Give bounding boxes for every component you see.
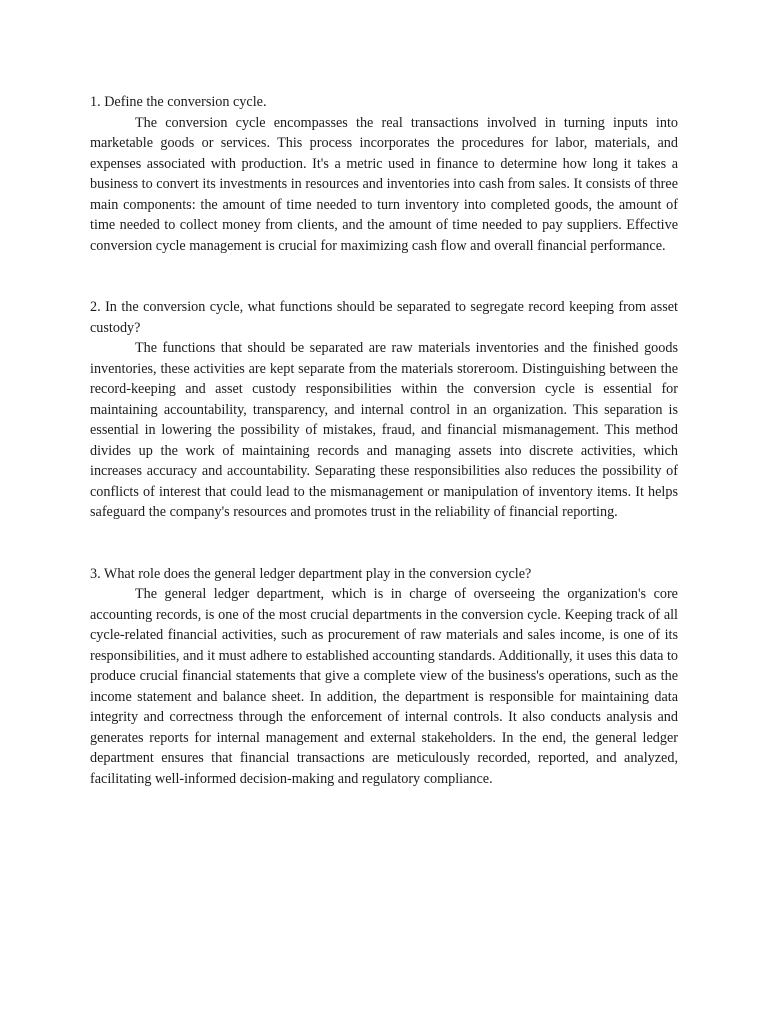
section-2 [90, 297, 678, 523]
section-1 [90, 92, 678, 256]
document-page [90, 92, 678, 789]
section-spacer [90, 256, 678, 297]
section-3 [90, 564, 678, 790]
answer-3: The general ledger department, which is in charge of overseeing the organization's core accounting records, is one of the most crucial departments in the conversion cycle. Keeping track of all cycle-related financial activities, such as procurement of raw materials and sales income, is one of its responsibilities, and it must adhere to established accounting standards. Additionally, it uses this data to produce crucial financial statements that give a complete view of the business's operations, such as the income statement and balance sheet. In addition, the department is responsible for maintaining data integrity and correctness through the enforcement of internal controls. It also conducts analysis and generates reports for internal management and external stakeholders. In the end, the general ledger department ensures that financial transactions are meticulously recorded, reported, and analyzed, facilitating well-informed decision-making and regulatory compliance. [90, 586, 678, 787]
question-1: 1. Define the conversion cycle. [90, 94, 267, 110]
answer-2: The functions that should be separated are raw materials inventories and the finished goods inventories, these activities are kept separate from the materials storeroom. Distinguishing between the record-keeping and asset custody responsibilities within the conversion cycle is essential for maintaining accountability, transparency, and internal control in an organization. This separation is essential in lowering the possibility of mistakes, fraud, and financial mismanagement. This method divides up the work of maintaining records and managing assets into discrete activities, which increases accuracy and accountability. Separating these responsibilities also reduces the possibility of conflicts of interest that could lead to the mismanagement or manipulation of inventory items. It helps safeguard the company's resources and promotes trust in the reliability of financial reporting. [90, 340, 678, 520]
section-spacer [90, 523, 678, 564]
question-2: 2. In the conversion cycle, what functions should be separated to segregate record keeping from asset custody? [90, 299, 678, 336]
question-3: 3. What role does the general ledger department play in the conversion cycle? [90, 565, 532, 582]
answer-1: The conversion cycle encompasses the real transactions involved in turning inputs into marketable goods or services. This process incorporates the procedures for labor, materials, and expenses associated with production. It's a metric used in finance to determine how long it takes a business to convert its investments in resources and inventories into cash from sales. It consists of three main components: the amount of time needed to turn inventory into completed goods, the amount of time needed to collect money from clients, and the amount of time needed to pay suppliers. Effective conversion cycle management is crucial for maximizing cash flow and overall financial performance. [90, 114, 678, 254]
